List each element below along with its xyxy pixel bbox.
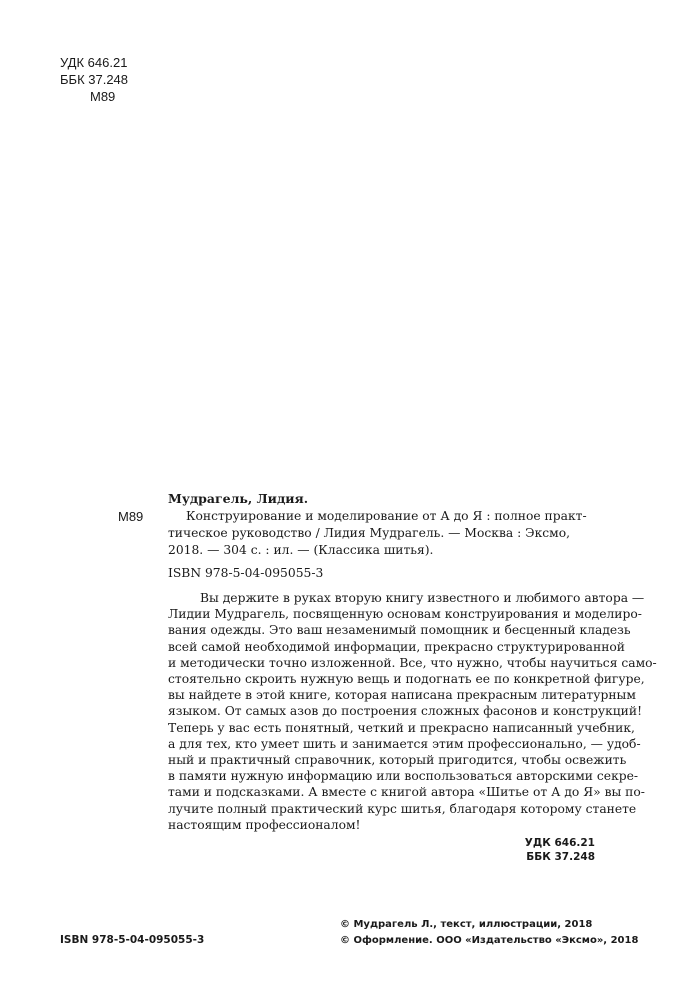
annotation-line: лучите полный практический курс шитья, благодаря которому станете <box>168 801 637 816</box>
annotation-line: Вы держите в руках вторую книгу известного и любимого автора — <box>200 591 645 605</box>
entry-isbn: ISBN 978-5-04-095055-3 <box>168 566 324 580</box>
copyright-block <box>340 917 638 949</box>
annotation-line: в памяти нужную информацию или воспользоваться авторскими секре- <box>168 769 639 784</box>
annotation-paragraph <box>168 590 657 833</box>
annotation-line: тами и подсказками. А вместе с книгой автора «Шитье от А до Я» вы по- <box>168 785 645 800</box>
bbk-code-bottom: ББК 37.248 <box>526 851 595 863</box>
annotation-line: Лидии Мудрагель, посвященную основам конструирования и моделиро- <box>168 607 642 622</box>
entry-description <box>168 508 598 559</box>
classification-codes-top <box>60 54 128 105</box>
description-line: Конструирование и моделирование от А до Я : полное практ- <box>186 509 587 523</box>
copyright-design: © Оформление. ООО «Издательство «Эксмо», 2018 <box>340 935 639 946</box>
classification-codes-bottom <box>525 836 595 864</box>
entry-author-mark: М89 <box>118 509 144 524</box>
annotation-line: вания одежды. Это ваш незаменимый помощник и бесценный кладезь <box>168 623 631 638</box>
description-line: 2018. — 304 с. : ил. — (Классика шитья). <box>168 543 434 557</box>
annotation-line: ный и практичный справочник, который пригодится, чтобы освежить <box>168 753 627 768</box>
author-mark: М89 <box>90 89 116 104</box>
bbk-code: ББК 37.248 <box>60 72 129 87</box>
description-line: тическое руководство / Лидия Мудрагель. — Москва : Эксмо, <box>168 526 571 540</box>
annotation-line: настоящим профессионалом! <box>168 817 361 832</box>
annotation-line: вы найдете в этой книге, которая написана прекрасным литературным <box>168 688 636 703</box>
isbn-bottom: ISBN 978-5-04-095055-3 <box>60 934 205 946</box>
udk-code: УДК 646.21 <box>60 55 128 70</box>
annotation-line: стоятельно скроить нужную вещь и подогнать ее по конкретной фигуре, <box>168 672 645 687</box>
annotation-line: а для тех, кто умеет шить и занимается этим профессионально, — удоб- <box>168 736 641 751</box>
entry-heading: Мудрагель, Лидия. <box>168 491 309 506</box>
copyright-text: © Мудрагель Л., текст, иллюстрации, 2018 <box>340 919 593 930</box>
annotation-line: языком. От самых азов до построения сложных фасонов и конструкций! <box>168 704 643 719</box>
udk-code-bottom: УДК 646.21 <box>524 837 595 849</box>
annotation-line: всей самой необходимой информации, прекрасно структурированной <box>168 639 625 654</box>
annotation-line: и методически точно изложенной. Все, что нужно, чтобы научиться само- <box>168 655 657 670</box>
annotation-line: Теперь у вас есть понятный, четкий и прекрасно написанный учебник, <box>168 720 635 735</box>
